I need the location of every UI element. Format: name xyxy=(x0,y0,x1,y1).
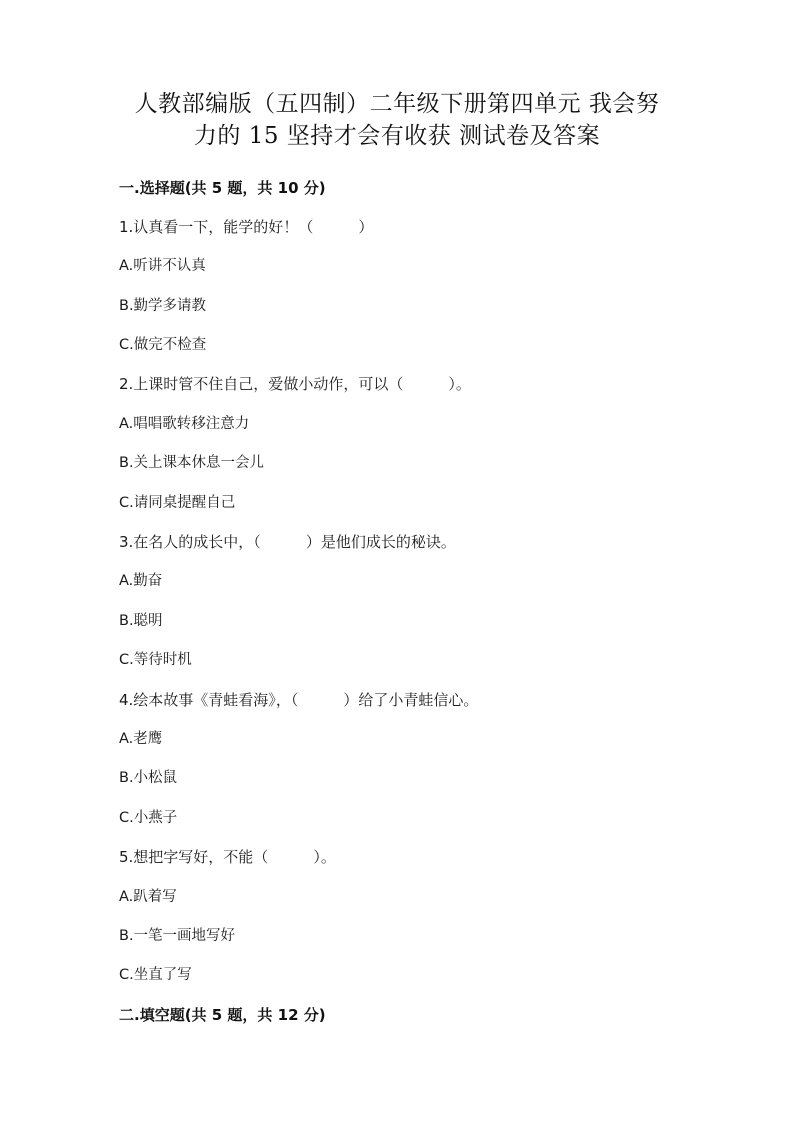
question-1: 1.认真看一下，能学的好！（ ） xyxy=(119,218,374,236)
question-2: 2.上课时管不住自己，爱做小动作，可以（ ）。 xyxy=(119,375,471,393)
question-5-option-a: A.趴着写 xyxy=(119,889,177,905)
question-1-option-b: B.勤学多请教 xyxy=(119,298,207,314)
section-heading-choice: 一.选择题(共 5 题，共 10 分) xyxy=(119,179,326,197)
question-1-option-a: A.听讲不认真 xyxy=(119,258,206,274)
question-4-option-c: C.小燕子 xyxy=(119,810,178,826)
title-line-1: 人教部编版（五四制）二年级下册第四单元 我会努 xyxy=(134,91,660,117)
question-2-option-a: A.唱唱歌转移注意力 xyxy=(119,416,250,432)
question-4-option-b: B.小松鼠 xyxy=(119,770,178,786)
question-3-option-a: A.勤奋 xyxy=(119,573,163,589)
question-2-option-c: C.请同桌提醒自己 xyxy=(119,495,236,511)
title-line-2: 力的 15 坚持才会有收获 测试卷及答案 xyxy=(193,123,601,149)
question-3-option-b: B.聪明 xyxy=(119,613,163,629)
question-5-option-c: C.坐直了写 xyxy=(119,967,192,983)
document-title xyxy=(0,88,794,152)
question-5-option-b: B.一笔一画地写好 xyxy=(119,928,236,944)
section-heading-fill-blank: 二.填空题(共 5 题，共 12 分) xyxy=(119,1006,326,1024)
question-4-option-a: A.老鹰 xyxy=(119,731,163,747)
question-3: 3.在名人的成长中，（ ）是他们成长的秘诀。 xyxy=(119,533,456,551)
question-1-option-c: C.做完不检查 xyxy=(119,337,207,353)
question-4: 4.绘本故事《青蛙看海》，（ ）给了小青蛙信心。 xyxy=(119,691,479,709)
question-2-option-b: B.关上课本休息一会儿 xyxy=(119,455,265,471)
question-5: 5.想把字写好，不能（ ）。 xyxy=(119,848,336,866)
question-3-option-c: C.等待时机 xyxy=(119,652,192,668)
